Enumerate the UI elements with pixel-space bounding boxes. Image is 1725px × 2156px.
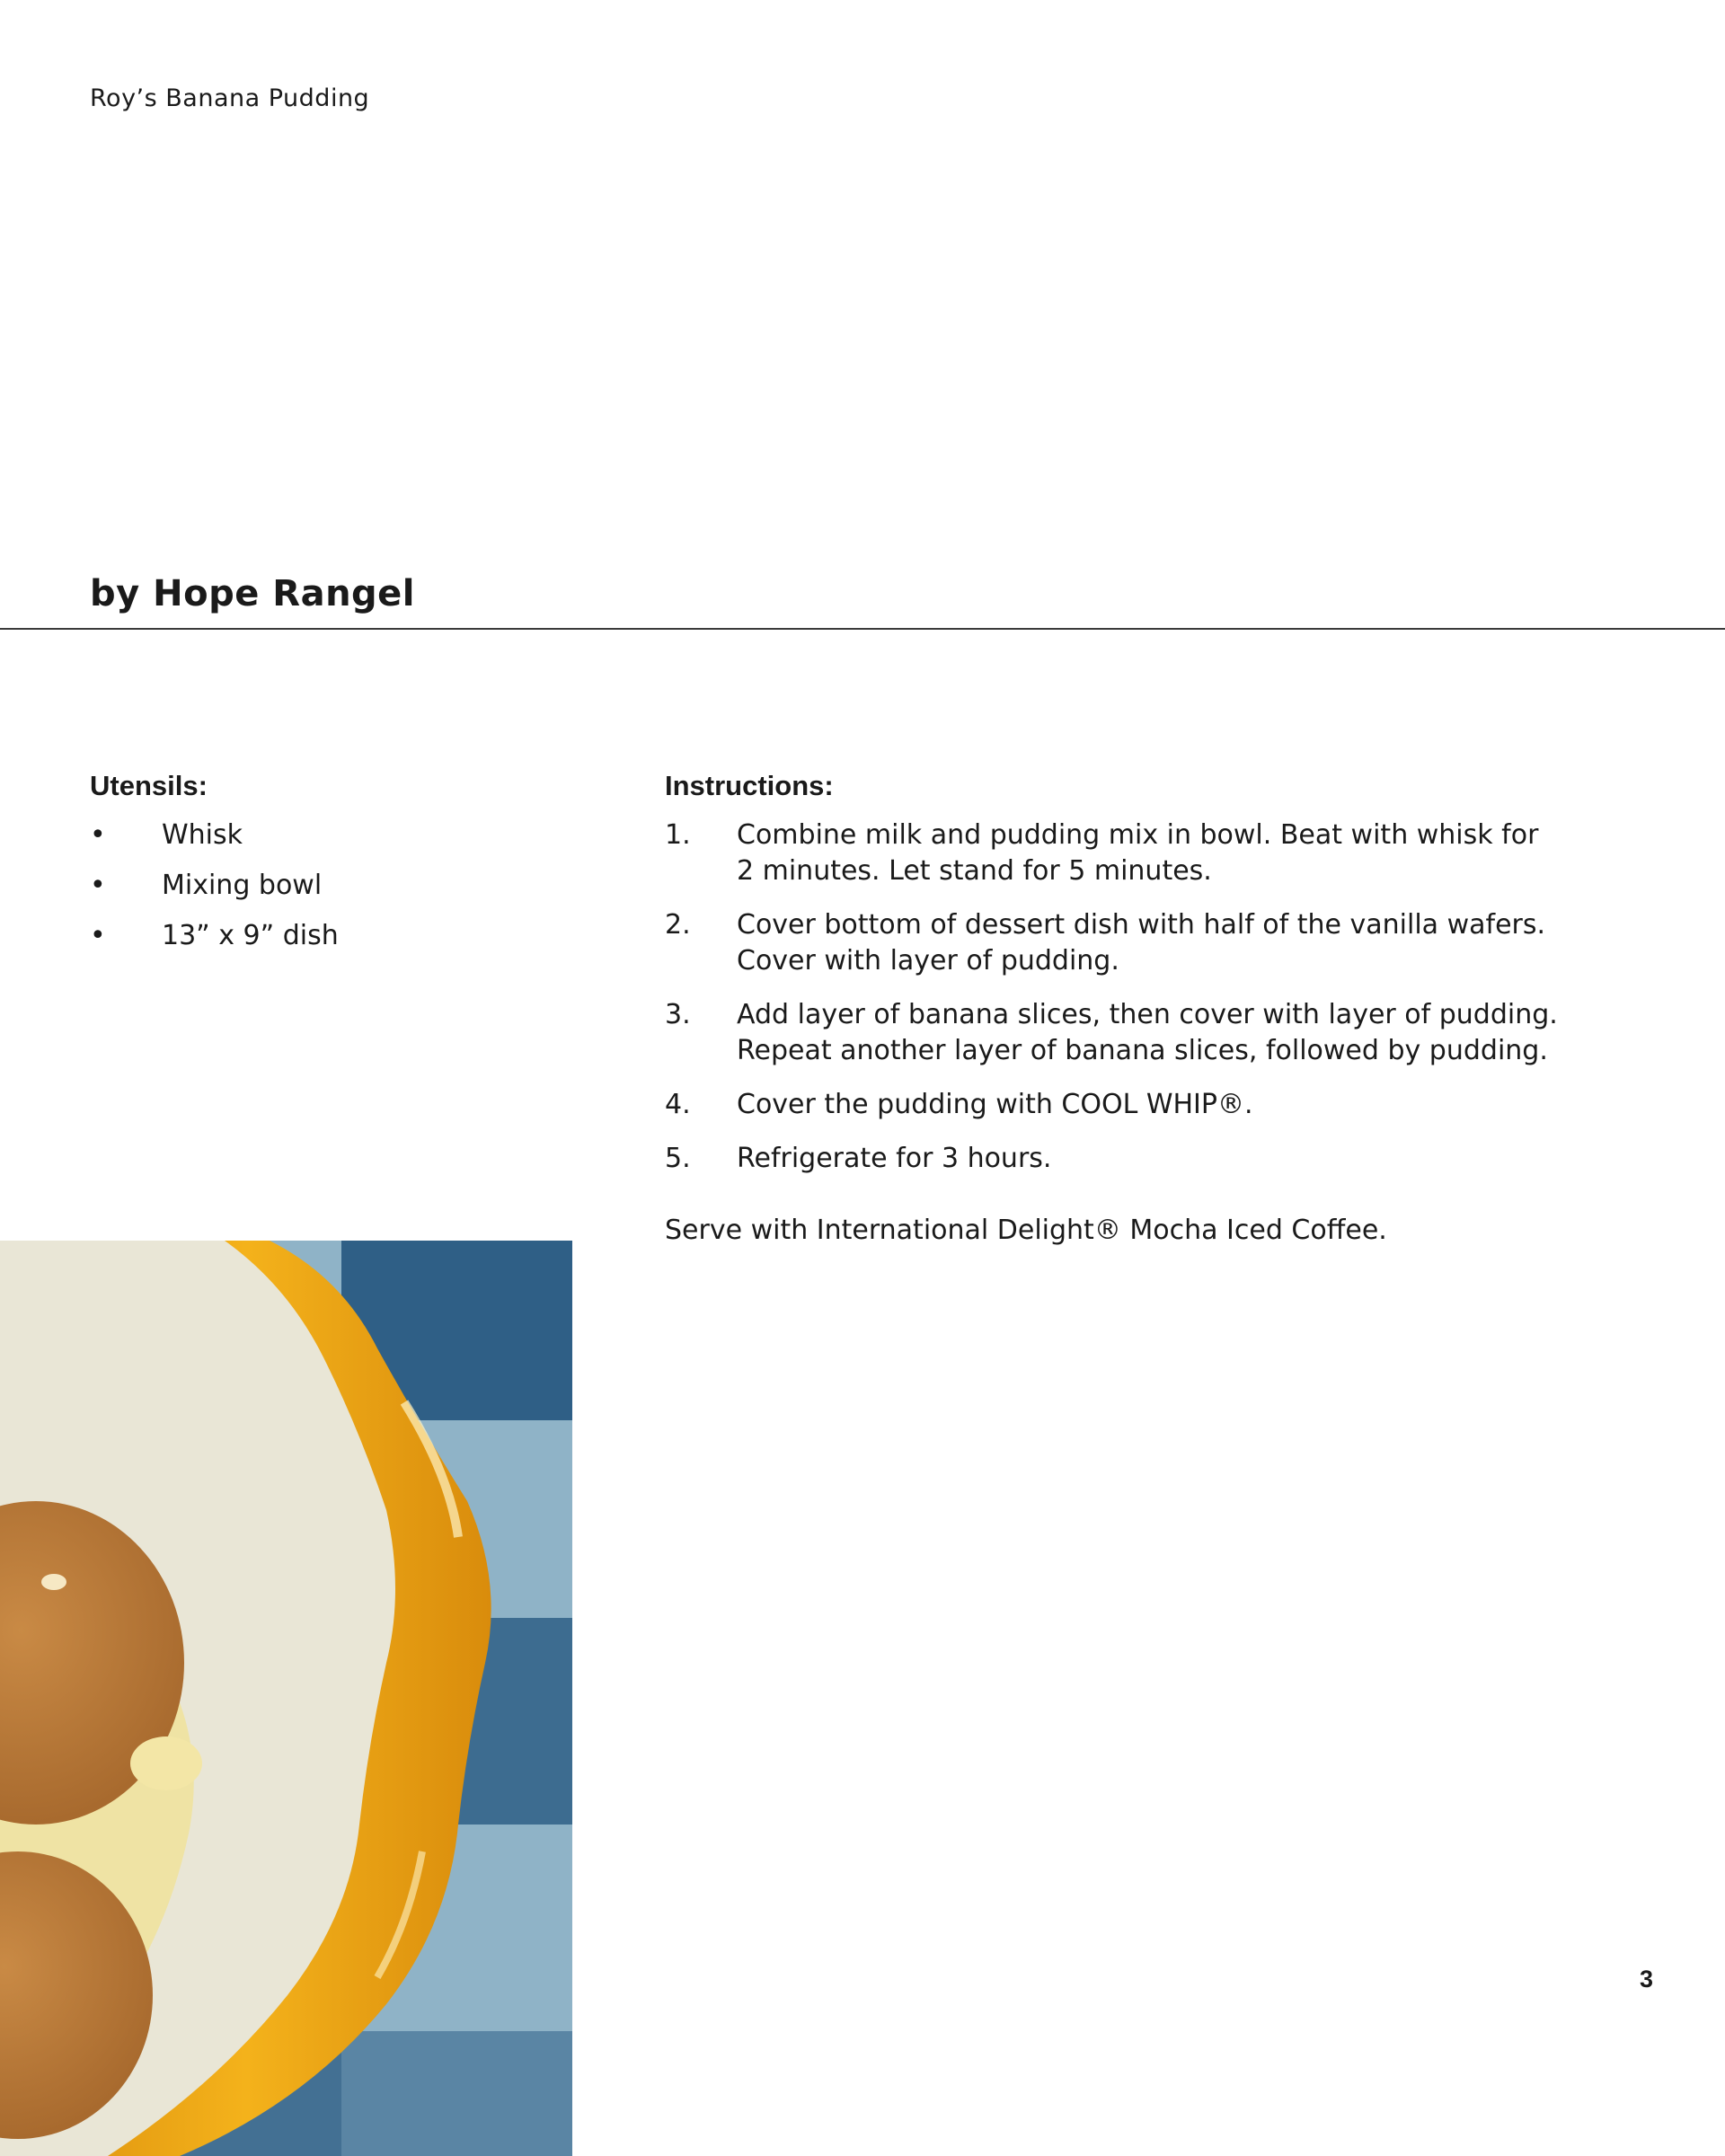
instruction-step bbox=[665, 1087, 1563, 1123]
wafer-crumb bbox=[41, 1574, 66, 1590]
bullet-icon: • bbox=[90, 819, 106, 851]
bullet-icon: • bbox=[90, 920, 106, 951]
author-byline: by Hope Rangel bbox=[90, 573, 416, 614]
step-number: 1. bbox=[665, 819, 691, 851]
header-divider bbox=[0, 628, 1725, 630]
utensil-item bbox=[90, 916, 339, 967]
utensils-list bbox=[90, 816, 339, 967]
utensils-heading: Utensils: bbox=[90, 770, 208, 801]
utensil-label: Mixing bowl bbox=[162, 870, 323, 901]
step-number: 5. bbox=[665, 1143, 691, 1174]
instructions-list bbox=[665, 817, 1563, 1195]
instruction-step bbox=[665, 1141, 1563, 1177]
instruction-step bbox=[665, 817, 1563, 889]
instruction-step bbox=[665, 907, 1563, 979]
banana-slice bbox=[130, 1736, 202, 1790]
utensil-item bbox=[90, 816, 339, 866]
page-number: 3 bbox=[1639, 1966, 1653, 1993]
step-text: Cover the pudding with COOL WHIP®. bbox=[737, 1089, 1253, 1120]
step-number: 3. bbox=[665, 999, 691, 1030]
serving-suggestion: Serve with International Delight® Mocha Iced Coffee. bbox=[665, 1215, 1387, 1246]
step-text: Cover bottom of dessert dish with half of the vanilla wafers. Cover with layer of pudding. bbox=[737, 909, 1546, 976]
step-text: Add layer of banana slices, then cover with layer of pudding. Repeat another layer of banana slices, followed by pudding. bbox=[737, 999, 1558, 1066]
utensil-item bbox=[90, 866, 339, 916]
step-text: Combine milk and pudding mix in bowl. Beat with whisk for 2 minutes. Let stand for 5 minutes. bbox=[737, 819, 1539, 887]
bullet-icon: • bbox=[90, 870, 106, 901]
utensil-label: 13” x 9” dish bbox=[162, 920, 339, 951]
utensil-label: Whisk bbox=[162, 819, 243, 851]
banana-pudding-photo bbox=[0, 1241, 572, 2156]
step-number: 2. bbox=[665, 909, 691, 941]
step-number: 4. bbox=[665, 1089, 691, 1120]
step-text: Refrigerate for 3 hours. bbox=[737, 1143, 1052, 1174]
instruction-step bbox=[665, 997, 1563, 1069]
cloth-check bbox=[341, 2031, 572, 2156]
running-header-title: Roy’s Banana Pudding bbox=[90, 84, 370, 112]
instructions-heading: Instructions: bbox=[665, 770, 834, 801]
